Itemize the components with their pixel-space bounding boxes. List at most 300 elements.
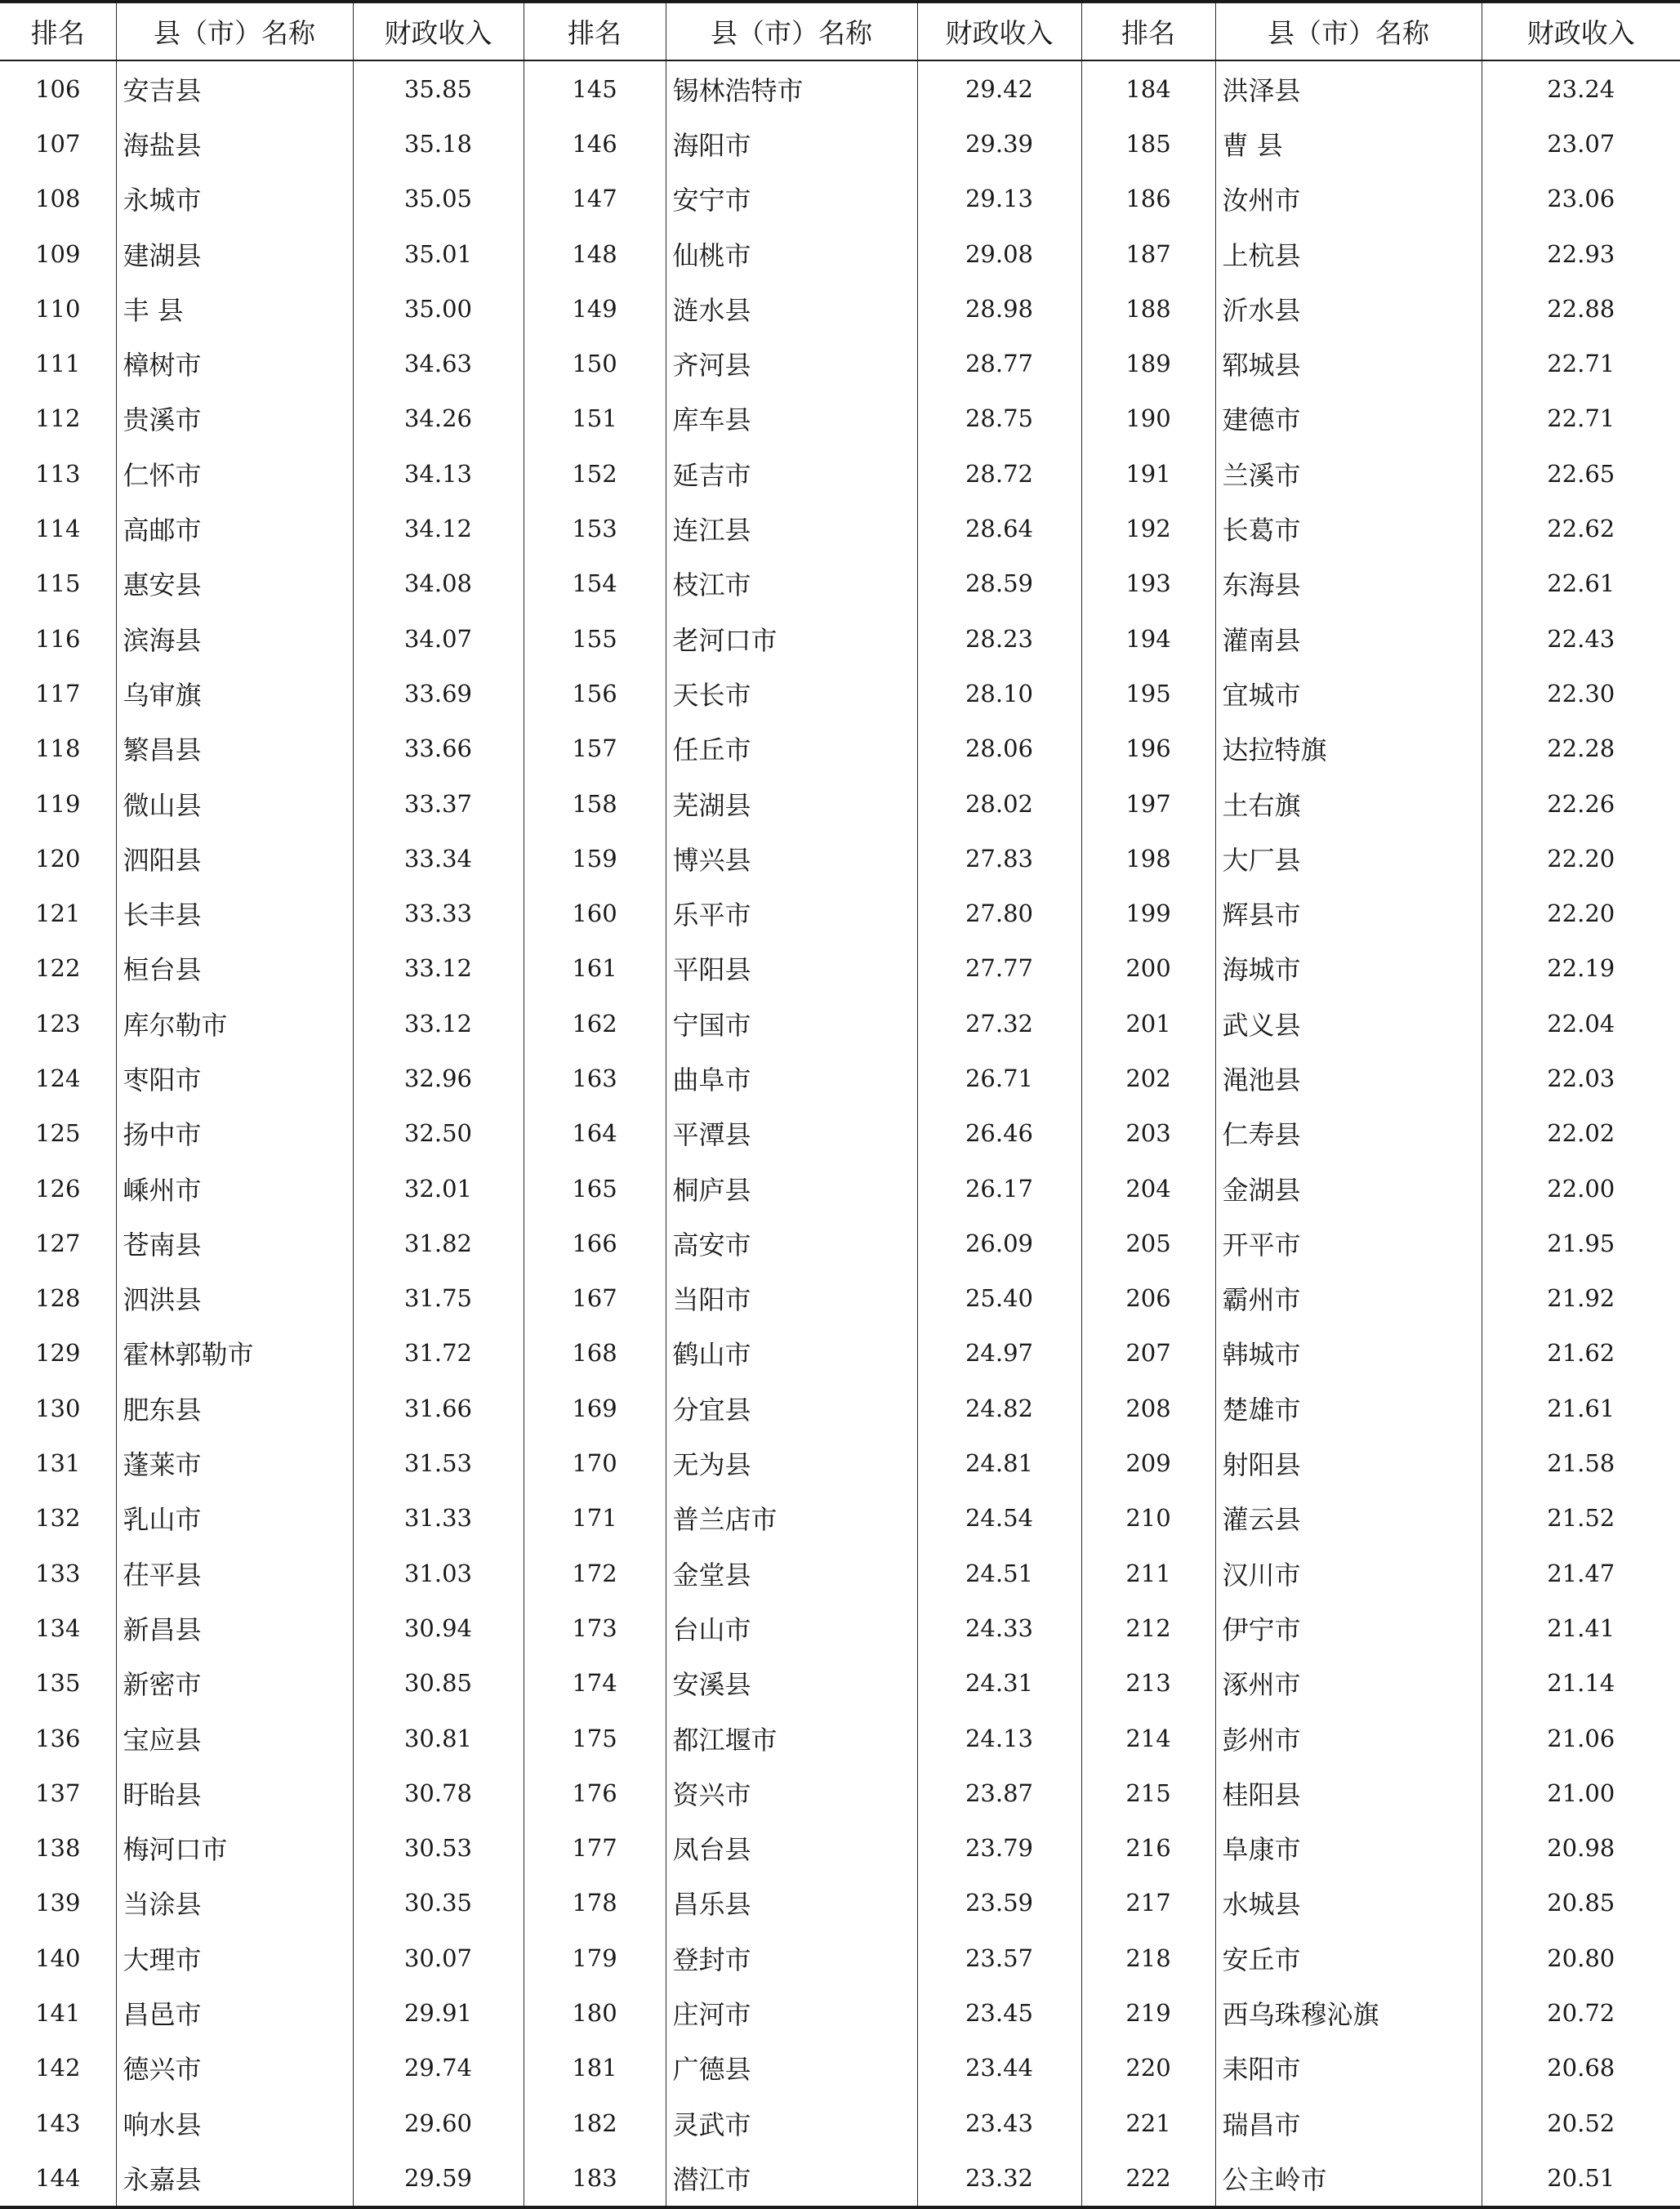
county-name-cell: 资兴市	[666, 1765, 917, 1820]
revenue-cell: 29.60	[353, 2095, 524, 2150]
revenue-cell: 23.79	[917, 1821, 1081, 1876]
county-name-cell: 惠安县	[116, 556, 353, 611]
revenue-cell: 33.12	[353, 941, 524, 996]
revenue-cell: 34.26	[353, 391, 524, 446]
county-name-cell: 渑池县	[1215, 1051, 1482, 1105]
rank-cell: 159	[524, 831, 666, 886]
rank-cell: 188	[1081, 281, 1215, 336]
table-row	[0, 1051, 1680, 1105]
revenue-cell: 20.51	[1482, 2150, 1680, 2207]
revenue-cell: 20.52	[1482, 2095, 1680, 2150]
table-row	[0, 391, 1680, 446]
county-name-cell: 安丘市	[1215, 1930, 1482, 1985]
revenue-cell: 30.35	[353, 1876, 524, 1930]
rank-cell: 208	[1081, 1381, 1215, 1435]
header-name: 县（市）名称	[1215, 2, 1482, 60]
rank-cell: 143	[0, 2095, 116, 2150]
rank-cell: 210	[1081, 1491, 1215, 1546]
revenue-cell: 21.52	[1482, 1491, 1680, 1546]
rank-cell: 204	[1081, 1161, 1215, 1216]
rank-cell: 218	[1081, 1930, 1215, 1985]
rank-cell: 214	[1081, 1711, 1215, 1765]
revenue-cell: 24.31	[917, 1656, 1081, 1711]
rank-cell: 117	[0, 666, 116, 721]
county-name-cell: 海盐县	[116, 116, 353, 171]
rank-cell: 122	[0, 941, 116, 996]
county-name-cell: 锡林浩特市	[666, 60, 917, 116]
county-name-cell: 韩城市	[1215, 1326, 1482, 1381]
county-name-cell: 建湖县	[116, 226, 353, 281]
county-name-cell: 广德县	[666, 2041, 917, 2095]
rank-cell: 220	[1081, 2041, 1215, 2095]
rank-cell: 193	[1081, 556, 1215, 611]
table-row	[0, 721, 1680, 776]
rank-cell: 128	[0, 1271, 116, 1326]
revenue-cell: 22.03	[1482, 1051, 1680, 1105]
rank-cell: 212	[1081, 1600, 1215, 1655]
revenue-cell: 24.81	[917, 1435, 1081, 1490]
rank-cell: 161	[524, 941, 666, 996]
table-row	[0, 776, 1680, 831]
revenue-cell: 21.41	[1482, 1600, 1680, 1655]
revenue-cell: 28.02	[917, 776, 1081, 831]
rank-cell: 187	[1081, 226, 1215, 281]
revenue-cell: 35.18	[353, 116, 524, 171]
revenue-cell: 27.83	[917, 831, 1081, 886]
rank-cell: 154	[524, 556, 666, 611]
county-name-cell: 桐庐县	[666, 1161, 917, 1216]
county-name-cell: 长葛市	[1215, 501, 1482, 556]
county-name-cell: 霍林郭勒市	[116, 1326, 353, 1381]
revenue-cell: 22.43	[1482, 611, 1680, 666]
rank-cell: 164	[524, 1106, 666, 1161]
county-name-cell: 微山县	[116, 776, 353, 831]
revenue-cell: 21.47	[1482, 1546, 1680, 1600]
county-name-cell: 枣阳市	[116, 1051, 353, 1105]
revenue-cell: 22.28	[1482, 721, 1680, 776]
rank-cell: 142	[0, 2041, 116, 2095]
revenue-cell: 22.65	[1482, 446, 1680, 501]
county-name-cell: 当阳市	[666, 1271, 917, 1326]
rank-cell: 141	[0, 1985, 116, 2040]
revenue-cell: 29.39	[917, 116, 1081, 171]
revenue-cell: 24.33	[917, 1600, 1081, 1655]
revenue-cell: 23.32	[917, 2150, 1081, 2207]
revenue-cell: 31.33	[353, 1491, 524, 1546]
rank-cell: 126	[0, 1161, 116, 1216]
rank-cell: 109	[0, 226, 116, 281]
county-name-cell: 仁怀市	[116, 446, 353, 501]
rank-cell: 185	[1081, 116, 1215, 171]
county-name-cell: 盱眙县	[116, 1765, 353, 1820]
rank-cell: 131	[0, 1435, 116, 1490]
revenue-cell: 21.62	[1482, 1326, 1680, 1381]
revenue-cell: 29.13	[917, 172, 1081, 226]
revenue-cell: 20.80	[1482, 1930, 1680, 1985]
rank-cell: 192	[1081, 501, 1215, 556]
rank-cell: 137	[0, 1765, 116, 1820]
county-name-cell: 博兴县	[666, 831, 917, 886]
table-row	[0, 1161, 1680, 1216]
county-name-cell: 平潭县	[666, 1106, 917, 1161]
rank-cell: 158	[524, 776, 666, 831]
revenue-cell: 23.59	[917, 1876, 1081, 1930]
county-name-cell: 泗阳县	[116, 831, 353, 886]
county-name-cell: 汝州市	[1215, 172, 1482, 226]
rank-cell: 173	[524, 1600, 666, 1655]
rank-cell: 199	[1081, 886, 1215, 940]
county-name-cell: 任丘市	[666, 721, 917, 776]
revenue-cell: 32.96	[353, 1051, 524, 1105]
revenue-cell: 35.85	[353, 60, 524, 116]
county-name-cell: 安吉县	[116, 60, 353, 116]
table-row	[0, 1930, 1680, 1985]
county-name-cell: 鹤山市	[666, 1326, 917, 1381]
rank-cell: 213	[1081, 1656, 1215, 1711]
table-row	[0, 1435, 1680, 1490]
rank-cell: 180	[524, 1985, 666, 2040]
revenue-cell: 21.92	[1482, 1271, 1680, 1326]
revenue-cell: 21.06	[1482, 1711, 1680, 1765]
rank-cell: 196	[1081, 721, 1215, 776]
table-row	[0, 60, 1680, 116]
revenue-cell: 33.37	[353, 776, 524, 831]
revenue-cell: 22.62	[1482, 501, 1680, 556]
revenue-cell: 22.61	[1482, 556, 1680, 611]
county-name-cell: 芜湖县	[666, 776, 917, 831]
rank-cell: 155	[524, 611, 666, 666]
rank-cell: 222	[1081, 2150, 1215, 2207]
revenue-cell: 26.09	[917, 1216, 1081, 1270]
county-name-cell: 伊宁市	[1215, 1600, 1482, 1655]
county-name-cell: 昌邑市	[116, 1985, 353, 2040]
revenue-cell: 28.10	[917, 666, 1081, 721]
table-row	[0, 666, 1680, 721]
revenue-cell: 26.46	[917, 1106, 1081, 1161]
county-name-cell: 灵武市	[666, 2095, 917, 2150]
revenue-cell: 34.12	[353, 501, 524, 556]
rank-cell: 151	[524, 391, 666, 446]
revenue-cell: 31.03	[353, 1546, 524, 1600]
revenue-cell: 30.78	[353, 1765, 524, 1820]
county-name-cell: 泗洪县	[116, 1271, 353, 1326]
revenue-cell: 31.66	[353, 1381, 524, 1435]
county-name-cell: 霸州市	[1215, 1271, 1482, 1326]
rank-cell: 112	[0, 391, 116, 446]
table-row	[0, 1216, 1680, 1270]
revenue-cell: 32.01	[353, 1161, 524, 1216]
county-name-cell: 响水县	[116, 2095, 353, 2150]
table-body	[0, 60, 1680, 2207]
rank-cell: 129	[0, 1326, 116, 1381]
rank-cell: 211	[1081, 1546, 1215, 1600]
rank-cell: 152	[524, 446, 666, 501]
revenue-cell: 28.59	[917, 556, 1081, 611]
revenue-cell: 29.59	[353, 2150, 524, 2207]
rank-cell: 156	[524, 666, 666, 721]
rank-cell: 119	[0, 776, 116, 831]
revenue-cell: 26.17	[917, 1161, 1081, 1216]
rank-cell: 133	[0, 1546, 116, 1600]
revenue-cell: 29.42	[917, 60, 1081, 116]
revenue-cell: 28.64	[917, 501, 1081, 556]
revenue-cell: 23.44	[917, 2041, 1081, 2095]
county-name-cell: 无为县	[666, 1435, 917, 1490]
header-name: 县（市）名称	[116, 2, 353, 60]
rank-cell: 200	[1081, 941, 1215, 996]
revenue-cell: 33.12	[353, 996, 524, 1051]
rank-cell: 190	[1081, 391, 1215, 446]
county-name-cell: 辉县市	[1215, 886, 1482, 940]
county-name-cell: 宁国市	[666, 996, 917, 1051]
county-name-cell: 安溪县	[666, 1656, 917, 1711]
revenue-cell: 30.07	[353, 1930, 524, 1985]
county-name-cell: 涟水县	[666, 281, 917, 336]
revenue-cell: 35.05	[353, 172, 524, 226]
table-row	[0, 281, 1680, 336]
rank-cell: 120	[0, 831, 116, 886]
county-name-cell: 枝江市	[666, 556, 917, 611]
county-name-cell: 乌审旗	[116, 666, 353, 721]
county-name-cell: 登封市	[666, 1930, 917, 1985]
rank-cell: 219	[1081, 1985, 1215, 2040]
table-row	[0, 116, 1680, 171]
revenue-cell: 23.07	[1482, 116, 1680, 171]
county-name-cell: 公主岭市	[1215, 2150, 1482, 2207]
revenue-cell: 31.53	[353, 1435, 524, 1490]
county-name-cell: 德兴市	[116, 2041, 353, 2095]
county-name-cell: 阜康市	[1215, 1821, 1482, 1876]
rank-cell: 172	[524, 1546, 666, 1600]
county-name-cell: 永城市	[116, 172, 353, 226]
table-row	[0, 1491, 1680, 1546]
rank-cell: 215	[1081, 1765, 1215, 1820]
county-name-cell: 涿州市	[1215, 1656, 1482, 1711]
revenue-cell: 32.50	[353, 1106, 524, 1161]
header-row	[0, 2, 1680, 60]
county-name-cell: 平阳县	[666, 941, 917, 996]
revenue-cell: 30.81	[353, 1711, 524, 1765]
revenue-cell: 22.71	[1482, 391, 1680, 446]
county-name-cell: 库车县	[666, 391, 917, 446]
rank-cell: 205	[1081, 1216, 1215, 1270]
rank-cell: 147	[524, 172, 666, 226]
rank-cell: 194	[1081, 611, 1215, 666]
county-name-cell: 贵溪市	[116, 391, 353, 446]
table-row	[0, 886, 1680, 940]
header-rank: 排名	[524, 2, 666, 60]
revenue-cell: 28.98	[917, 281, 1081, 336]
county-name-cell: 分宜县	[666, 1381, 917, 1435]
table-row	[0, 1821, 1680, 1876]
revenue-cell: 22.88	[1482, 281, 1680, 336]
revenue-cell: 26.71	[917, 1051, 1081, 1105]
revenue-cell: 27.80	[917, 886, 1081, 940]
rank-cell: 149	[524, 281, 666, 336]
revenue-cell: 28.77	[917, 336, 1081, 390]
county-name-cell: 延吉市	[666, 446, 917, 501]
county-name-cell: 洪泽县	[1215, 60, 1482, 116]
table-row	[0, 611, 1680, 666]
rank-cell: 178	[524, 1876, 666, 1930]
revenue-cell: 21.00	[1482, 1765, 1680, 1820]
county-name-cell: 庄河市	[666, 1985, 917, 2040]
revenue-cell: 21.14	[1482, 1656, 1680, 1711]
rank-cell: 140	[0, 1930, 116, 1985]
county-name-cell: 瑞昌市	[1215, 2095, 1482, 2150]
county-name-cell: 普兰店市	[666, 1491, 917, 1546]
rank-cell: 115	[0, 556, 116, 611]
revenue-cell: 28.06	[917, 721, 1081, 776]
county-name-cell: 茌平县	[116, 1546, 353, 1600]
rank-cell: 127	[0, 1216, 116, 1270]
revenue-cell: 22.71	[1482, 336, 1680, 390]
county-name-cell: 兰溪市	[1215, 446, 1482, 501]
county-name-cell: 水城县	[1215, 1876, 1482, 1930]
rank-cell: 138	[0, 1821, 116, 1876]
county-name-cell: 大厂县	[1215, 831, 1482, 886]
county-name-cell: 金湖县	[1215, 1161, 1482, 1216]
county-name-cell: 高安市	[666, 1216, 917, 1270]
rank-cell: 191	[1081, 446, 1215, 501]
rank-cell: 195	[1081, 666, 1215, 721]
revenue-cell: 24.97	[917, 1326, 1081, 1381]
county-name-cell: 宜城市	[1215, 666, 1482, 721]
county-name-cell: 当涂县	[116, 1876, 353, 1930]
rank-cell: 221	[1081, 2095, 1215, 2150]
rank-cell: 108	[0, 172, 116, 226]
header-revenue: 财政收入	[917, 2, 1081, 60]
table-row	[0, 2095, 1680, 2150]
revenue-cell: 33.33	[353, 886, 524, 940]
rank-cell: 203	[1081, 1106, 1215, 1161]
revenue-cell: 21.95	[1482, 1216, 1680, 1270]
table-row	[0, 501, 1680, 556]
rank-cell: 181	[524, 2041, 666, 2095]
rank-cell: 162	[524, 996, 666, 1051]
revenue-cell: 22.00	[1482, 1161, 1680, 1216]
rank-cell: 206	[1081, 1271, 1215, 1326]
rank-cell: 171	[524, 1491, 666, 1546]
county-name-cell: 高邮市	[116, 501, 353, 556]
rank-cell: 136	[0, 1711, 116, 1765]
revenue-cell: 27.32	[917, 996, 1081, 1051]
county-name-cell: 大理市	[116, 1930, 353, 1985]
rank-cell: 160	[524, 886, 666, 940]
revenue-cell: 22.02	[1482, 1106, 1680, 1161]
rank-cell: 124	[0, 1051, 116, 1105]
revenue-cell: 24.51	[917, 1546, 1081, 1600]
revenue-cell: 31.75	[353, 1271, 524, 1326]
revenue-cell: 34.08	[353, 556, 524, 611]
county-name-cell: 海城市	[1215, 941, 1482, 996]
table-row	[0, 336, 1680, 390]
county-name-cell: 建德市	[1215, 391, 1482, 446]
rank-cell: 176	[524, 1765, 666, 1820]
revenue-cell: 29.08	[917, 226, 1081, 281]
table-row	[0, 1765, 1680, 1820]
county-name-cell: 潜江市	[666, 2150, 917, 2207]
revenue-cell: 22.26	[1482, 776, 1680, 831]
county-name-cell: 都江堰市	[666, 1711, 917, 1765]
county-name-cell: 沂水县	[1215, 281, 1482, 336]
revenue-cell: 24.13	[917, 1711, 1081, 1765]
county-name-cell: 梅河口市	[116, 1821, 353, 1876]
header-name: 县（市）名称	[666, 2, 917, 60]
county-name-cell: 扬中市	[116, 1106, 353, 1161]
revenue-cell: 35.01	[353, 226, 524, 281]
revenue-cell: 27.77	[917, 941, 1081, 996]
revenue-cell: 22.20	[1482, 886, 1680, 940]
revenue-cell: 34.13	[353, 446, 524, 501]
revenue-cell: 33.34	[353, 831, 524, 886]
rank-cell: 170	[524, 1435, 666, 1490]
revenue-cell: 21.58	[1482, 1435, 1680, 1490]
rank-cell: 201	[1081, 996, 1215, 1051]
county-name-cell: 海阳市	[666, 116, 917, 171]
rank-cell: 150	[524, 336, 666, 390]
rank-cell: 121	[0, 886, 116, 940]
county-name-cell: 库尔勒市	[116, 996, 353, 1051]
revenue-cell: 31.82	[353, 1216, 524, 1270]
revenue-cell: 23.87	[917, 1765, 1081, 1820]
table-row	[0, 1600, 1680, 1655]
rank-cell: 216	[1081, 1821, 1215, 1876]
table-row	[0, 831, 1680, 886]
county-name-cell: 土右旗	[1215, 776, 1482, 831]
table-row	[0, 226, 1680, 281]
county-name-cell: 台山市	[666, 1600, 917, 1655]
table-row	[0, 941, 1680, 996]
revenue-cell: 23.57	[917, 1930, 1081, 1985]
county-name-cell: 郓城县	[1215, 336, 1482, 390]
county-name-cell: 丰 县	[116, 281, 353, 336]
county-name-cell: 灌云县	[1215, 1491, 1482, 1546]
revenue-cell: 22.30	[1482, 666, 1680, 721]
header-revenue: 财政收入	[353, 2, 524, 60]
table-row	[0, 1985, 1680, 2040]
table-row	[0, 1711, 1680, 1765]
revenue-cell: 34.63	[353, 336, 524, 390]
revenue-cell: 24.82	[917, 1381, 1081, 1435]
table-row	[0, 446, 1680, 501]
revenue-cell: 29.91	[353, 1985, 524, 2040]
table-row	[0, 172, 1680, 226]
rank-cell: 177	[524, 1821, 666, 1876]
table-row	[0, 2041, 1680, 2095]
rank-cell: 186	[1081, 172, 1215, 226]
revenue-cell: 23.06	[1482, 172, 1680, 226]
table-row	[0, 1271, 1680, 1326]
county-name-cell: 安宁市	[666, 172, 917, 226]
county-name-cell: 楚雄市	[1215, 1381, 1482, 1435]
revenue-cell: 28.23	[917, 611, 1081, 666]
county-name-cell: 射阳县	[1215, 1435, 1482, 1490]
county-name-cell: 桓台县	[116, 941, 353, 996]
county-name-cell: 桂阳县	[1215, 1765, 1482, 1820]
rank-cell: 123	[0, 996, 116, 1051]
table-row	[0, 1326, 1680, 1381]
revenue-cell: 31.72	[353, 1326, 524, 1381]
county-name-cell: 长丰县	[116, 886, 353, 940]
revenue-cell: 20.98	[1482, 1821, 1680, 1876]
revenue-cell: 23.45	[917, 1985, 1081, 2040]
county-name-cell: 仁寿县	[1215, 1106, 1482, 1161]
rank-cell: 163	[524, 1051, 666, 1105]
revenue-cell: 28.75	[917, 391, 1081, 446]
rank-cell: 146	[524, 116, 666, 171]
county-name-cell: 曹 县	[1215, 116, 1482, 171]
